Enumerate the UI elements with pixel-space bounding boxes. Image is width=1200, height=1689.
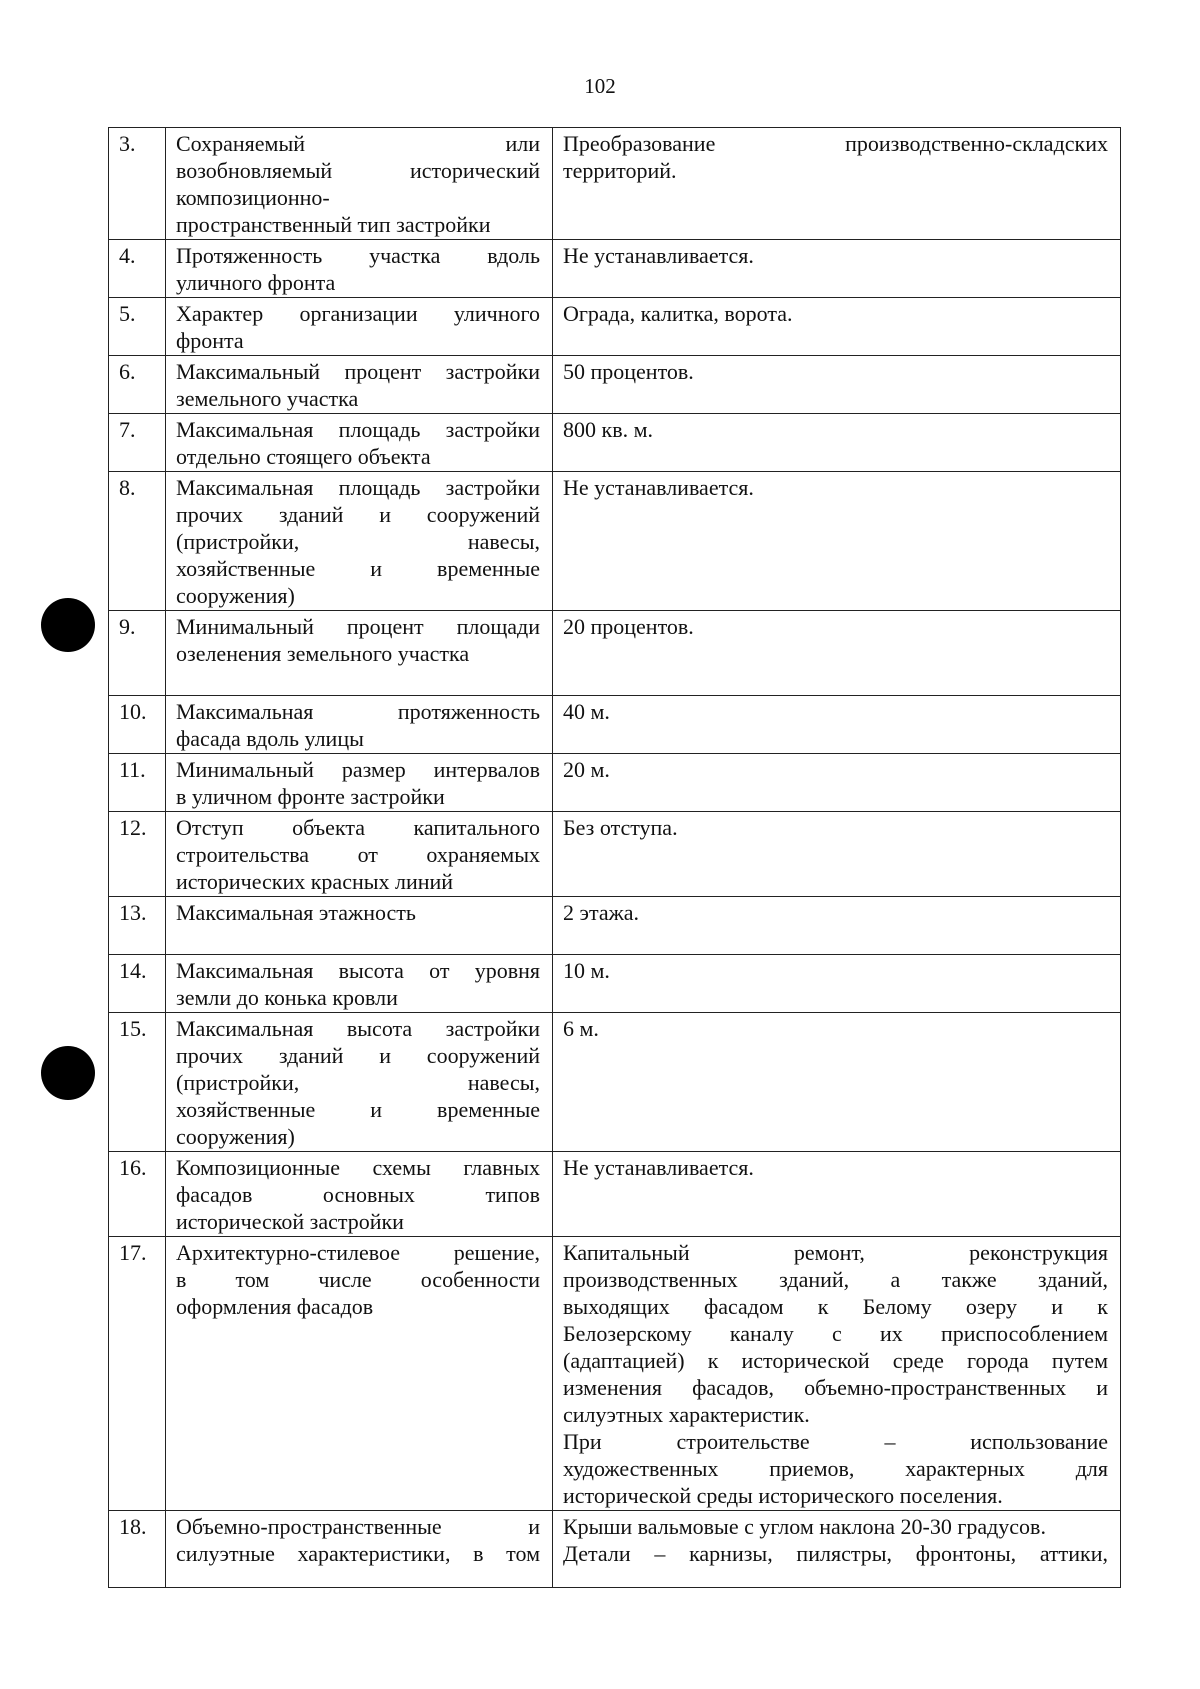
row-number: 16.: [109, 1152, 166, 1237]
row-number: 11.: [109, 754, 166, 812]
parameter-cell: [166, 696, 553, 754]
value-line: 10 м.: [563, 958, 610, 983]
parameter-line: прочих зданий и сооружений: [176, 1043, 540, 1068]
parameter-line: отдельно стоящего объекта: [176, 444, 431, 469]
table-row: [109, 1511, 1121, 1588]
parameter-cell: [166, 240, 553, 298]
row-number: 14.: [109, 955, 166, 1013]
value-cell: [553, 1013, 1121, 1152]
table-row: [109, 1152, 1121, 1237]
parameter-line: хозяйственные и временные: [176, 1097, 540, 1122]
value-line: 50 процентов.: [563, 359, 694, 384]
parameter-line: уличного фронта: [176, 270, 336, 295]
parameter-line: [176, 926, 540, 953]
value-line: Не устанавливается.: [563, 243, 754, 268]
table-row: [109, 1013, 1121, 1152]
parameter-line: фронта: [176, 328, 244, 353]
row-number: 10.: [109, 696, 166, 754]
parameter-line: Максимальный процент застройки: [176, 359, 540, 384]
parameter-line: Архитектурно-стилевое решение,: [176, 1240, 540, 1265]
table-row: [109, 414, 1121, 472]
value-line: 40 м.: [563, 699, 610, 724]
value-cell: [553, 812, 1121, 897]
parameter-cell: [166, 1013, 553, 1152]
row-number: 8.: [109, 472, 166, 611]
parameter-line: [176, 667, 540, 694]
value-line: производственных зданий, а также зданий,: [563, 1267, 1108, 1292]
parameter-line: озеленения земельного участка: [176, 641, 470, 666]
table-row: [109, 1237, 1121, 1511]
regulations-table: [108, 127, 1121, 1588]
parameter-line: Протяженность участка вдоль: [176, 243, 540, 268]
parameter-cell: [166, 897, 553, 955]
table-row: [109, 696, 1121, 754]
table-row: [109, 472, 1121, 611]
row-number: 13.: [109, 897, 166, 955]
parameter-cell: [166, 812, 553, 897]
value-line: художественных приемов, характерных для: [563, 1456, 1108, 1481]
row-number: 12.: [109, 812, 166, 897]
parameter-cell: [166, 1237, 553, 1511]
table-row: [109, 240, 1121, 298]
value-line: 2 этажа.: [563, 900, 640, 925]
parameter-line: Максимальная протяженность: [176, 699, 540, 724]
row-number: 4.: [109, 240, 166, 298]
table-row: [109, 897, 1121, 955]
parameter-line: Объемно-пространственные и: [176, 1514, 540, 1539]
row-number: 9.: [109, 611, 166, 696]
value-line: 800 кв. м.: [563, 417, 653, 442]
table-row: [109, 356, 1121, 414]
parameter-line: строительства от охраняемых: [176, 842, 540, 867]
row-number: 5.: [109, 298, 166, 356]
value-line: Детали – карнизы, пилястры, фронтоны, аттики,: [563, 1541, 1108, 1566]
value-line: силуэтных характеристик.: [563, 1402, 810, 1427]
table-row: [109, 812, 1121, 897]
parameter-line: Максимальная площадь застройки: [176, 417, 540, 442]
value-cell: [553, 414, 1121, 472]
parameter-line: исторических красных линий: [176, 869, 454, 894]
parameter-line: исторической застройки: [176, 1209, 404, 1234]
parameter-line: Максимальная этажность: [176, 900, 416, 925]
parameter-line: сооружения): [176, 1124, 295, 1149]
value-line: Капитальный ремонт, реконструкция: [563, 1240, 1108, 1265]
parameter-cell: [166, 611, 553, 696]
parameter-line: Отступ объекта капитального: [176, 815, 540, 840]
value-line: Ограда, калитка, ворота.: [563, 301, 793, 326]
row-number: 18.: [109, 1511, 166, 1588]
row-number: 3.: [109, 128, 166, 240]
value-line: территорий.: [563, 158, 677, 183]
table-row: [109, 128, 1121, 240]
value-cell: [553, 955, 1121, 1013]
parameter-line: сооружения): [176, 583, 295, 608]
parameter-line: фасада вдоль улицы: [176, 726, 364, 751]
row-number: 7.: [109, 414, 166, 472]
parameter-cell: [166, 414, 553, 472]
parameter-line: возобновляемый исторический: [176, 158, 540, 183]
row-number: 15.: [109, 1013, 166, 1152]
table-row: [109, 611, 1121, 696]
parameter-line: оформления фасадов: [176, 1294, 374, 1319]
value-cell: [553, 356, 1121, 414]
value-cell: [553, 754, 1121, 812]
parameter-line: композиционно-: [176, 185, 330, 210]
punch-hole: [41, 598, 95, 652]
value-line: 20 процентов.: [563, 614, 694, 639]
table-row: [109, 298, 1121, 356]
parameter-cell: [166, 1511, 553, 1588]
table-row: [109, 754, 1121, 812]
parameter-cell: [166, 472, 553, 611]
value-line: исторической среды исторического поселения.: [563, 1483, 1003, 1508]
value-cell: [553, 128, 1121, 240]
parameter-line: Минимальный размер интервалов: [176, 757, 540, 782]
value-cell: [553, 1511, 1121, 1588]
parameter-line: земли до конька кровли: [176, 985, 398, 1010]
row-number: 6.: [109, 356, 166, 414]
parameter-line: (пристройки, навесы,: [176, 529, 540, 554]
parameter-cell: [166, 298, 553, 356]
value-cell: [553, 298, 1121, 356]
parameter-line: пространственный тип застройки: [176, 212, 491, 237]
value-cell: [553, 696, 1121, 754]
table-body: [109, 128, 1121, 1588]
value-line: Без отступа.: [563, 815, 678, 840]
parameter-cell: [166, 754, 553, 812]
parameter-line: Характер организации уличного: [176, 301, 540, 326]
page-number: 102: [584, 74, 616, 98]
parameter-line: Композиционные схемы главных: [176, 1155, 540, 1180]
parameter-cell: [166, 955, 553, 1013]
value-line: Преобразование производственно-складских: [563, 131, 1108, 156]
parameter-cell: [166, 356, 553, 414]
row-number: 17.: [109, 1237, 166, 1511]
value-cell: [553, 611, 1121, 696]
value-line: При строительстве – использование: [563, 1429, 1108, 1454]
parameter-line: силуэтные характеристики, в том: [176, 1541, 540, 1566]
parameter-line: (пристройки, навесы,: [176, 1070, 540, 1095]
value-cell: [553, 1152, 1121, 1237]
parameter-line: Сохраняемый или: [176, 131, 540, 156]
parameter-line: Максимальная высота застройки: [176, 1016, 540, 1041]
value-line: 20 м.: [563, 757, 610, 782]
value-line: изменения фасадов, объемно-пространственных и: [563, 1375, 1108, 1400]
value-cell: [553, 240, 1121, 298]
value-line: Не устанавливается.: [563, 1155, 754, 1180]
value-cell: [553, 472, 1121, 611]
value-line: 6 м.: [563, 1016, 599, 1041]
value-cell: [553, 1237, 1121, 1511]
table-row: [109, 955, 1121, 1013]
parameter-line: Максимальная площадь застройки: [176, 475, 540, 500]
value-line: Крыши вальмовые с углом наклона 20-30 градусов.: [563, 1514, 1046, 1539]
parameter-line: фасадов основных типов: [176, 1182, 540, 1207]
parameter-line: Минимальный процент площади: [176, 614, 540, 639]
parameter-line: Максимальная высота от уровня: [176, 958, 540, 983]
parameter-cell: [166, 1152, 553, 1237]
parameter-cell: [166, 128, 553, 240]
punch-hole: [41, 1046, 95, 1100]
parameter-line: земельного участка: [176, 386, 359, 411]
parameter-line: хозяйственные и временные: [176, 556, 540, 581]
value-line: Не устанавливается.: [563, 475, 754, 500]
value-line: (адаптацией) к исторической среде города путем: [563, 1348, 1108, 1373]
value-line: Белозерскому каналу с их приспособлением: [563, 1321, 1108, 1346]
parameter-line: в том числе особенности: [176, 1267, 540, 1292]
value-line: выходящих фасадом к Белому озеру и к: [563, 1294, 1108, 1319]
parameter-line: прочих зданий и сооружений: [176, 502, 540, 527]
value-cell: [553, 897, 1121, 955]
parameter-line: в уличном фронте застройки: [176, 784, 445, 809]
